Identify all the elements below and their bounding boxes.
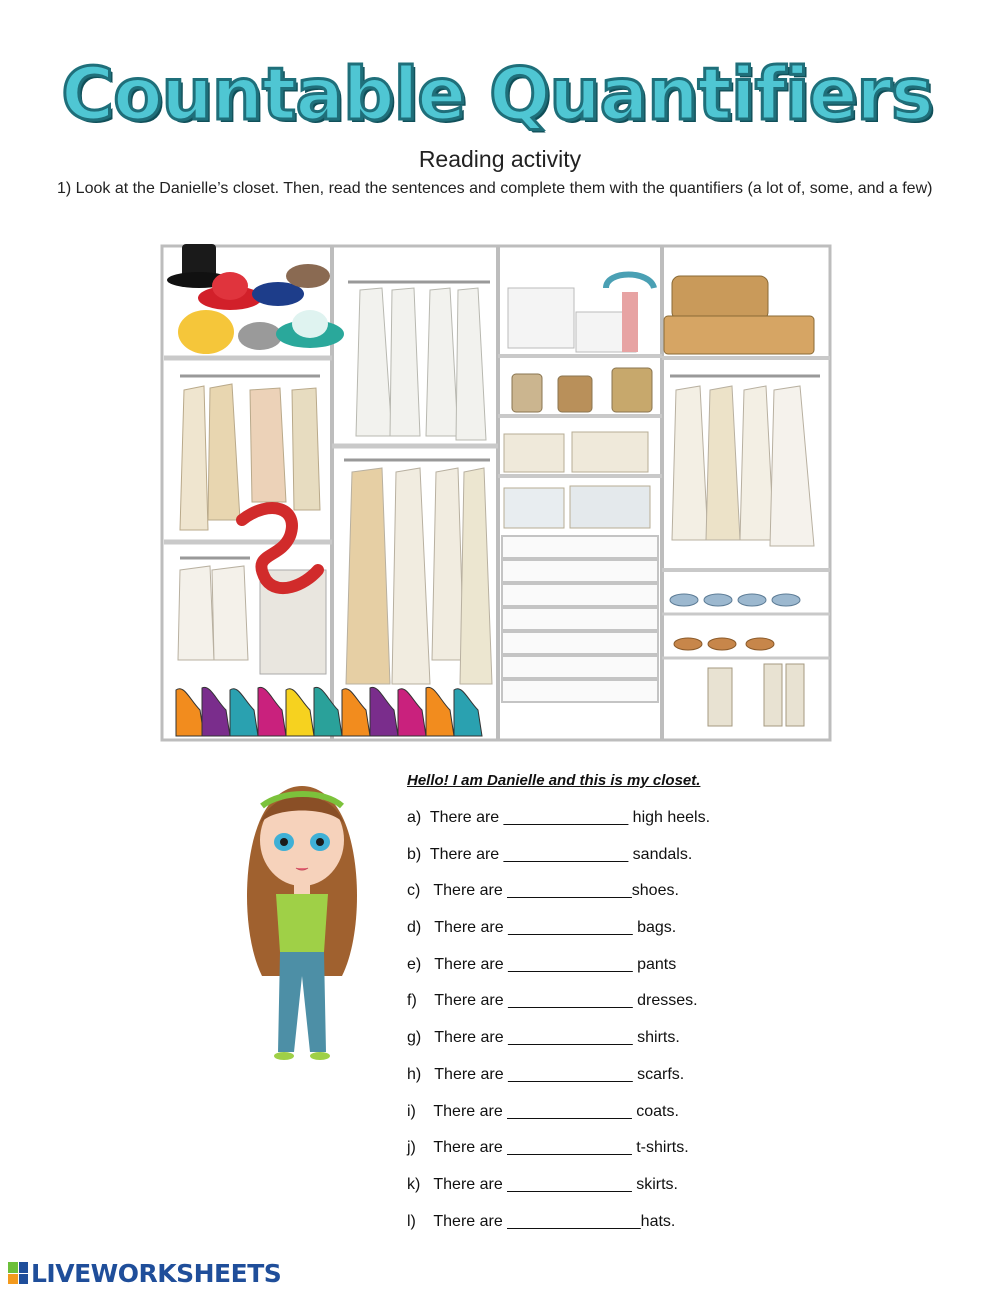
liveworksheets-logo-icon [8,1262,28,1284]
closet-illustration [160,240,834,744]
exercise-item: k) There are ______________ skirts. [407,1175,678,1193]
danielle-character [232,776,372,1066]
exercise-list [407,808,710,1248]
title-banner [61,48,933,140]
exercise-item: h) There are ______________ scarfs. [407,1065,685,1083]
exercise-item: i) There are ______________ coats. [407,1102,679,1120]
liveworksheets-logo[interactable] [8,1258,281,1288]
exercise-item: f) There are ______________ dresses. [407,992,698,1010]
instructions-text: 1) Look at the Danielle’s closet. Then, read the sentences and complete them with the quantifiers (a lot of, some, and a few) [57,180,933,197]
exercise-item: a) There are ______________ high heels. [407,809,711,826]
greeting-heading: Hello! I am Danielle and this is my closet. [407,772,701,789]
exercise-item: g) There are ______________ shirts. [407,1029,680,1047]
liveworksheets-logo-text: LIVEWORKSHEETS [31,1258,282,1288]
worksheet-title: Countable Quantifiers [61,52,933,136]
exercise-item: c) There are ______________shoes. [407,882,679,900]
exercise-item: e) There are ______________ pants [407,955,677,973]
exercise-item: j) There are ______________ t-shirts. [407,1139,689,1157]
exercise-item: l) There are _______________hats. [407,1212,676,1230]
exercise-item: d) There are ______________ bags. [407,919,677,937]
exercise-item: b) There are ______________ sandals. [407,845,693,863]
activity-subtitle: Reading activity [418,146,582,172]
